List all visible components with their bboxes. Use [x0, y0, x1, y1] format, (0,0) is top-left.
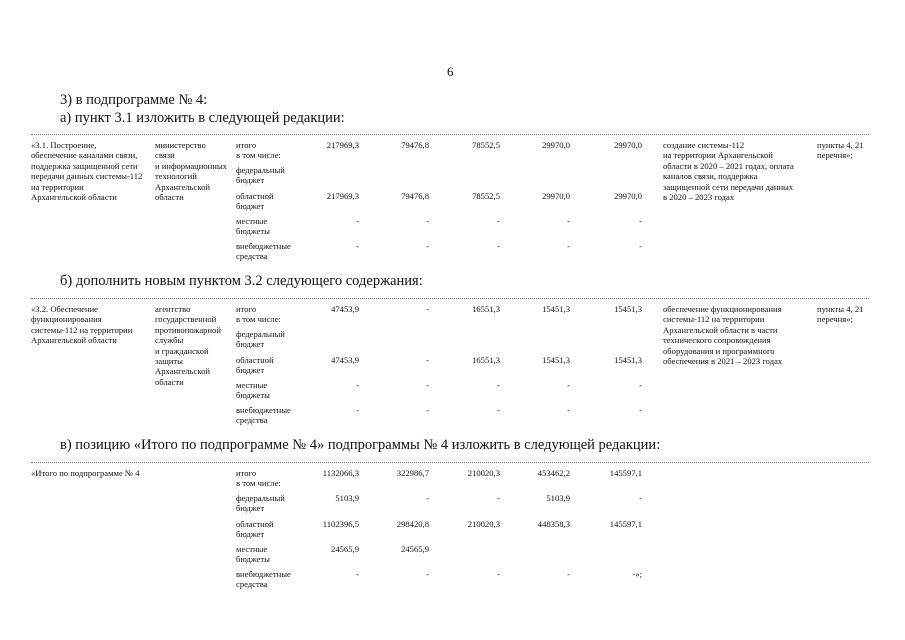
- amount-cell: -: [426, 355, 429, 365]
- executor-line: и гражданской: [155, 345, 209, 356]
- amount-cell: -: [426, 569, 429, 579]
- amount-cell: -: [639, 493, 642, 503]
- amount-cell: -: [567, 405, 570, 415]
- funding-source-label: средства: [236, 579, 268, 590]
- executor-line: и информационных: [155, 160, 227, 171]
- amount-cell: -: [356, 216, 359, 226]
- amount-cell: -: [639, 241, 642, 251]
- amount-cell: 145597,1: [609, 468, 642, 478]
- executor-line: защиты: [155, 356, 183, 366]
- expected-result-line: Архангельской области в части: [663, 324, 778, 335]
- funding-source-label: итого: [236, 468, 257, 478]
- funding-source-label: местные: [236, 544, 268, 554]
- amount-cell: 217969,3: [326, 191, 359, 201]
- funding-source-label: областной: [236, 519, 274, 529]
- amount-cell: -: [497, 493, 500, 503]
- executor-line: министерство: [155, 140, 206, 150]
- amount-cell: -: [356, 241, 359, 251]
- funding-source-label: бюджеты: [236, 554, 270, 565]
- measure-name-line: на территории: [31, 181, 84, 192]
- executor-line: области: [155, 376, 184, 387]
- amount-cell: 78552,5: [472, 191, 500, 201]
- amount-cell: -: [639, 405, 642, 415]
- amount-cell: 15451,3: [542, 355, 570, 365]
- amount-cell: -: [426, 380, 429, 390]
- amount-cell: -: [426, 405, 429, 415]
- amount-cell: -: [426, 216, 429, 226]
- program-link-line: перечня»;: [817, 150, 853, 161]
- expected-result-line: защищенной сети передачи данных: [663, 181, 794, 192]
- amount-cell: -: [567, 380, 570, 390]
- amount-cell: 448358,3: [537, 519, 570, 529]
- funding-source-label: бюджет: [236, 201, 265, 212]
- expected-result-line: на территории Архангельской: [663, 150, 773, 161]
- funding-source-label: бюджет: [236, 529, 265, 540]
- amount-cell: 298420,8: [396, 519, 429, 529]
- executor-line: государственной: [155, 314, 217, 325]
- funding-source-label: в том числе:: [236, 478, 281, 489]
- amount-cell: -: [356, 380, 359, 390]
- expected-result-line: обеспечения в 2021 – 2023 годах: [663, 356, 783, 366]
- funding-source-label: в том числе:: [236, 150, 281, 161]
- amount-cell: 47453,9: [331, 304, 359, 314]
- expected-result-line: области в 2020 – 2021 годах, оплата: [663, 160, 794, 171]
- table_a-top-rule: [31, 134, 869, 135]
- amount-cell: -: [497, 569, 500, 579]
- amount-cell: -: [639, 380, 642, 390]
- executor-line: агентство: [155, 304, 191, 314]
- funding-source-label: федеральный: [236, 165, 285, 175]
- measure-name-line: «3.1. Построение,: [31, 140, 97, 150]
- program-link-line: пункты 4, 21: [817, 304, 864, 314]
- funding-source-label: бюджет: [236, 339, 265, 350]
- expected-result-line: в 2020 – 2023 годах: [663, 192, 735, 202]
- amount-cell: 210020,3: [467, 519, 500, 529]
- funding-source-label: в том числе:: [236, 314, 281, 325]
- funding-source-label: областной: [236, 355, 274, 365]
- measure-name-line: функционирования: [31, 314, 102, 325]
- measure-name-line: «Итого по подпрограмме № 4: [31, 468, 140, 478]
- amount-cell: 15451,3: [542, 304, 570, 314]
- amount-cell: 1102396,5: [322, 519, 359, 529]
- funding-source-label: бюджеты: [236, 226, 270, 237]
- funding-source-label: бюджет: [236, 503, 265, 514]
- executor-line: службы: [155, 335, 184, 346]
- amount-cell: 29970,0: [542, 191, 570, 201]
- amount-cell: -»;: [632, 569, 642, 579]
- amount-cell: 453462,2: [537, 468, 570, 478]
- amount-cell: 15451,3: [614, 355, 642, 365]
- amount-cell: 24565,9: [401, 544, 429, 554]
- amount-cell: 29970,0: [614, 191, 642, 201]
- amount-cell: 24565,9: [331, 544, 359, 554]
- funding-source-label: внебюджетные: [236, 241, 291, 251]
- measure-name-line: системы-112 на территории: [31, 324, 133, 335]
- measure-name-line: Архангельской области: [31, 192, 117, 202]
- amount-cell: 79476,8: [401, 191, 429, 201]
- section-heading-a: а) пункт 3.1 изложить в следующей редакции:: [60, 110, 345, 126]
- amount-cell: 145597,1: [609, 519, 642, 529]
- funding-source-label: бюджет: [236, 365, 265, 376]
- amount-cell: 16551,3: [472, 355, 500, 365]
- measure-name-line: поддержка защищенной сети: [31, 160, 138, 171]
- executor-line: противопожарной: [155, 324, 221, 335]
- funding-source-label: местные: [236, 216, 268, 226]
- program-link-line: пункты 4, 21: [817, 140, 864, 150]
- amount-cell: 5103,9: [546, 493, 570, 503]
- funding-source-label: областной: [236, 191, 274, 201]
- funding-source-label: местные: [236, 380, 268, 390]
- amount-cell: -: [356, 405, 359, 415]
- measure-name-line: передачи данных системы-112: [31, 171, 143, 182]
- expected-result-line: технического сопровождения: [663, 335, 771, 346]
- executor-line: Архангельской: [155, 181, 210, 192]
- amount-cell: 322986,7: [396, 468, 429, 478]
- table_b-top-rule: [31, 298, 869, 299]
- funding-source-label: итого: [236, 304, 257, 314]
- amount-cell: 5103,9: [335, 493, 359, 503]
- amount-cell: 47453,9: [331, 355, 359, 365]
- amount-cell: -: [426, 493, 429, 503]
- funding-source-label: бюджет: [236, 175, 265, 186]
- amount-cell: -: [497, 380, 500, 390]
- section-heading-c: в) позицию «Итого по подпрограмме № 4» подпрограммы № 4 изложить в следующей редакции:: [60, 437, 661, 453]
- amount-cell: 217969,3: [326, 140, 359, 150]
- funding-source-label: бюджеты: [236, 390, 270, 401]
- expected-result-line: каналов связи, поддержка: [663, 171, 758, 182]
- amount-cell: -: [426, 241, 429, 251]
- table_c-top-rule: [31, 462, 869, 463]
- expected-result-line: оборудования и программного: [663, 345, 775, 356]
- measure-name-line: обеспечение каналами связи,: [31, 150, 138, 161]
- executor-line: технологий: [155, 171, 197, 182]
- expected-result-line: создание системы-112: [663, 140, 745, 150]
- amount-cell: -: [426, 304, 429, 314]
- funding-source-label: средства: [236, 415, 268, 426]
- funding-source-label: средства: [236, 251, 268, 262]
- amount-cell: -: [567, 241, 570, 251]
- amount-cell: -: [567, 216, 570, 226]
- amount-cell: 29970,0: [542, 140, 570, 150]
- funding-source-label: федеральный: [236, 329, 285, 339]
- measure-name-line: «3.2. Обеспечение: [31, 304, 98, 314]
- program-link-line: перечня»;: [817, 314, 853, 325]
- amount-cell: 16551,3: [472, 304, 500, 314]
- amount-cell: -: [567, 569, 570, 579]
- expected-result-line: системы-112 на территории: [663, 314, 765, 325]
- page-number: 6: [447, 64, 454, 79]
- funding-source-label: итого: [236, 140, 257, 150]
- amount-cell: -: [639, 216, 642, 226]
- amount-cell: 1132066,3: [322, 468, 359, 478]
- section-heading-b: б) дополнить новым пунктом 3.2 следующего содержания:: [60, 273, 423, 289]
- amount-cell: -: [497, 216, 500, 226]
- expected-result-line: обеспечение функционирования: [663, 304, 782, 314]
- funding-source-label: внебюджетные: [236, 569, 291, 579]
- funding-source-label: внебюджетные: [236, 405, 291, 415]
- amount-cell: -: [497, 241, 500, 251]
- executor-line: связи: [155, 150, 175, 161]
- amount-cell: -: [497, 405, 500, 415]
- amount-cell: 210020,3: [467, 468, 500, 478]
- amount-cell: 29970,0: [614, 140, 642, 150]
- measure-name-line: Архангельской области: [31, 335, 117, 346]
- amount-cell: -: [356, 569, 359, 579]
- funding-source-label: федеральный: [236, 493, 285, 503]
- amount-cell: 79476,8: [401, 140, 429, 150]
- section-heading-3: 3) в подпрограмме № 4:: [60, 92, 208, 108]
- executor-line: области: [155, 192, 184, 202]
- amount-cell: 78552,5: [472, 140, 500, 150]
- amount-cell: 15451,3: [614, 304, 642, 314]
- executor-line: Архангельской: [155, 366, 210, 377]
